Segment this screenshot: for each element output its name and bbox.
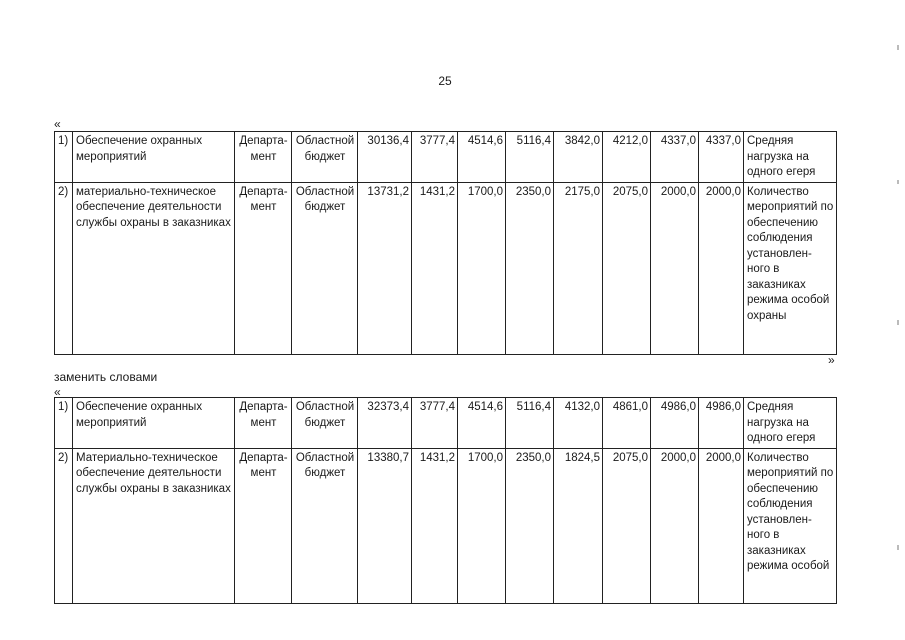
row-number: 2) (55, 182, 73, 354)
scan-mark (897, 545, 899, 550)
value-cell: 32373,4 (358, 398, 412, 449)
old-table (54, 131, 837, 355)
table-row (55, 448, 837, 603)
value-cell: 30136,4 (358, 132, 412, 183)
value-cell: 4986,0 (651, 398, 699, 449)
activity-name: Обеспечение охранных мероприятий (73, 132, 235, 183)
executor-cell: Департа-мент (235, 448, 292, 603)
value-cell: 2175,0 (554, 182, 603, 354)
value-cell: 3777,4 (412, 132, 458, 183)
value-cell: 1824,5 (554, 448, 603, 603)
value-cell: 4337,0 (699, 132, 744, 183)
indicator-cell: Количество мероприятий по обеспечению соблюдения установлен-ного в заказниках режима особой (744, 448, 837, 603)
scan-mark (897, 180, 899, 184)
open-quote-1: « (54, 117, 61, 131)
value-cell: 13380,7 (358, 448, 412, 603)
value-cell: 2075,0 (603, 182, 651, 354)
value-cell: 4861,0 (603, 398, 651, 449)
executor-cell: Департа-мент (235, 182, 292, 354)
table-row (55, 132, 837, 183)
activity-name: Материально-техническое обеспечение деятельности службы охраны в заказниках (73, 448, 235, 603)
value-cell: 1700,0 (458, 182, 506, 354)
indicator-cell: Средняя нагрузка на одного егеря (744, 398, 837, 449)
row-number: 1) (55, 398, 73, 449)
value-cell: 5116,4 (506, 132, 554, 183)
value-cell: 4514,6 (458, 132, 506, 183)
value-cell: 1431,2 (412, 448, 458, 603)
value-cell: 4514,6 (458, 398, 506, 449)
row-number: 2) (55, 448, 73, 603)
open-quote-2: « (54, 385, 61, 399)
funding-source-cell: Областной бюджет (292, 398, 358, 449)
activity-name: Обеспечение охранных мероприятий (73, 398, 235, 449)
value-cell: 1431,2 (412, 182, 458, 354)
executor-cell: Департа-мент (235, 132, 292, 183)
funding-source-cell: Областной бюджет (292, 132, 358, 183)
value-cell: 5116,4 (506, 398, 554, 449)
value-cell: 2075,0 (603, 448, 651, 603)
value-cell: 4212,0 (603, 132, 651, 183)
value-cell: 4132,0 (554, 398, 603, 449)
value-cell: 2350,0 (506, 448, 554, 603)
funding-source-cell: Областной бюджет (292, 182, 358, 354)
value-cell: 2350,0 (506, 182, 554, 354)
value-cell: 2000,0 (699, 448, 744, 603)
value-cell: 2000,0 (651, 182, 699, 354)
value-cell: 1700,0 (458, 448, 506, 603)
new-table (54, 397, 837, 604)
executor-cell: Департа-мент (235, 398, 292, 449)
table-row (55, 182, 837, 354)
scan-mark (897, 45, 899, 50)
close-quote: » (828, 353, 835, 367)
value-cell: 4337,0 (651, 132, 699, 183)
indicator-cell: Количество мероприятий по обеспечению соблюдения установлен-ного в заказниках режима особой охраны (744, 182, 837, 354)
page-number: 25 (438, 74, 452, 88)
value-cell: 13731,2 (358, 182, 412, 354)
value-cell: 3842,0 (554, 132, 603, 183)
scan-mark (897, 320, 899, 325)
replace-caption: заменить словами (54, 370, 158, 384)
value-cell: 3777,4 (412, 398, 458, 449)
value-cell: 2000,0 (699, 182, 744, 354)
funding-source-cell: Областной бюджет (292, 448, 358, 603)
activity-name: материально-техническое обеспечение деятельности службы охраны в заказниках (73, 182, 235, 354)
value-cell: 2000,0 (651, 448, 699, 603)
row-number: 1) (55, 132, 73, 183)
table-row (55, 398, 837, 449)
value-cell: 4986,0 (699, 398, 744, 449)
indicator-cell: Средняя нагрузка на одного егеря (744, 132, 837, 183)
